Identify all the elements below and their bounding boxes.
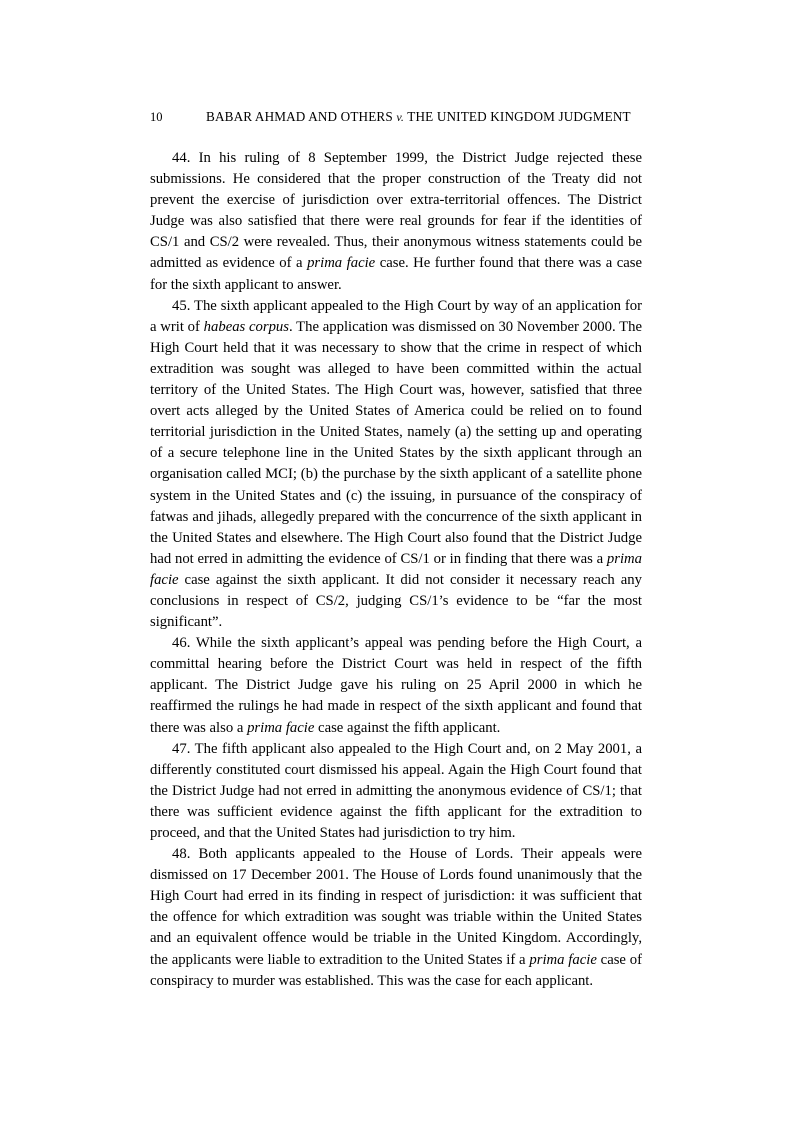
paragraph-44: 44. In his ruling of 8 September 1999, the District Judge rejected these submissions. He considered that the proper construction of the Treaty did not prevent the exercise of jurisdiction over extra-territorial offences. The District Judge was also satisfied that there were real grounds for fear if the identities of CS/1 and CS/2 were revealed. Thus, their anonymous witness statements could be admitted as evidence of a prima facie case. He further found that there was a case for the sixth applicant to answer. <box>150 150 642 293</box>
running-title-parties: BABAR AHMAD AND OTHERS <box>206 109 393 124</box>
paragraph-47: 47. The fifth applicant also appealed to the High Court and, on 2 May 2001, a differently constituted court dismissed his appeal. Again the High Court found that the District Judge had not erred in admitting the anonymous evidence of CS/1; that there was sufficient evidence against the fifth applicant for the extradition to proceed, and that the United States had jurisdiction to try him. <box>150 740 642 841</box>
page-number: 10 <box>150 110 163 124</box>
body-text <box>150 148 642 992</box>
paragraph-46: 46. While the sixth applicant’s appeal was pending before the High Court, a committal hearing before the District Court was held in respect of the fifth applicant. The District Judge gave his ruling on 25 April 2000 in which he reaffirmed the rulings he had made in respect of the sixth applicant and found that there was also a prima facie case against the fifth applicant. <box>150 635 642 736</box>
page-header <box>150 110 644 125</box>
running-title-respondent: THE UNITED KINGDOM JUDGMENT <box>407 109 631 124</box>
paragraph-45: 45. The sixth applicant appealed to the High Court by way of an application for a writ of habeas corpus. The application was dismissed on 30 November 2000. The High Court held that it was necessary to show that the crime in respect of which extradition was sought was alleged to have been committed within the actual territory of the United States. The High Court was, however, satisfied that three overt acts alleged by the United States of America could be relied on to found territorial jurisdiction in the United States, namely (a) the setting up and operating of a secure telephone line in the United States by the sixth applicant through an organisation called MCI; (b) the purchase by the sixth applicant of a satellite phone system in the United States and (c) the issuing, in pursuance of the conspiracy of fatwas and jihads, allegedly prepared with the concurrence of the sixth applicant in the United States and elsewhere. The High Court also found that the District Judge had not erred in admitting the evidence of CS/1 or in finding that there was a prima facie case against the sixth applicant. It did not consider it necessary reach any conclusions in respect of CS/2, judging CS/1’s evidence to be “far the most significant”. <box>150 297 642 631</box>
running-title-versus: v. <box>396 110 405 124</box>
running-title <box>206 109 631 124</box>
paragraph-48: 48. Both applicants appealed to the House of Lords. Their appeals were dismissed on 17 December 2001. The House of Lords found unanimously that the High Court had erred in its finding in respect of jurisdiction: it was sufficient that the offence for which extradition was sought was triable within the United States and an equivalent offence would be triable in the United Kingdom. Accordingly, the applicants were liable to extradition to the United States if a prima facie case of conspiracy to murder was established. This was the case for each applicant. <box>150 846 642 989</box>
